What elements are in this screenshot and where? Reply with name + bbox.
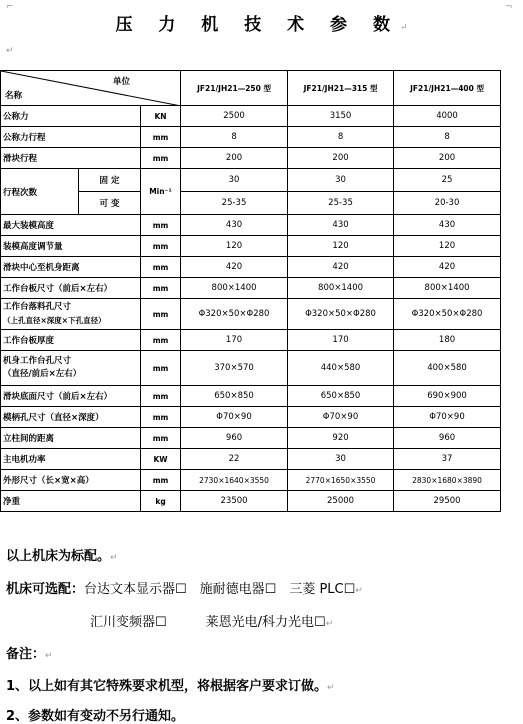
param-unit: kg xyxy=(141,491,181,512)
param-value: 8 xyxy=(181,127,288,148)
param-value: 29500 xyxy=(394,491,501,512)
param-value: 22 xyxy=(181,449,288,470)
param-name: 滑块底面尺寸（前后×左右） xyxy=(1,386,141,407)
param-value: 420 xyxy=(288,257,394,278)
model-header: JF21/JH21—250 型 xyxy=(181,71,288,106)
param-unit: mm xyxy=(141,215,181,236)
param-value: 25000 xyxy=(288,491,394,512)
page-corner-mark: ¬ xyxy=(505,2,513,12)
param-name: 最大装模高度 xyxy=(1,215,141,236)
param-name: 主电机功率 xyxy=(1,449,141,470)
param-name: 工作台板厚度 xyxy=(1,330,141,351)
sub-label-variable: 可 变 xyxy=(79,192,141,215)
param-value: 960 xyxy=(181,428,288,449)
param-value: 960 xyxy=(394,428,501,449)
param-unit: mm xyxy=(141,407,181,428)
param-value: 30 xyxy=(181,169,288,192)
param-value: 370×570 xyxy=(181,351,288,386)
remark-label: 备注：↵ xyxy=(6,647,53,662)
param-unit: KW xyxy=(141,449,181,470)
param-value: 8 xyxy=(394,127,501,148)
unit-header-label: 单位 xyxy=(113,77,131,87)
table-row xyxy=(1,127,501,148)
param-value: Φ320×50×Φ280 xyxy=(394,299,501,330)
param-value: Φ70×90 xyxy=(181,407,288,428)
table-row xyxy=(1,278,501,299)
param-value: Φ70×90 xyxy=(394,407,501,428)
param-value: 800×1400 xyxy=(288,278,394,299)
param-name-line: （上孔直径×深度×下孔直径） xyxy=(3,315,106,325)
param-unit: mm xyxy=(141,470,181,491)
param-value: 2770×1650×3550 xyxy=(288,470,394,491)
param-unit: KN xyxy=(141,106,181,127)
paragraph-mark: ↵ xyxy=(6,46,14,56)
param-value: 180 xyxy=(394,330,501,351)
table-row xyxy=(1,491,501,512)
param-value: 30 xyxy=(288,169,394,192)
param-value: 420 xyxy=(394,257,501,278)
param-value: 400×580 xyxy=(394,351,501,386)
param-value: 650×850 xyxy=(288,386,394,407)
param-value: 2730×1640×3550 xyxy=(181,470,288,491)
param-value: 440×580 xyxy=(288,351,394,386)
table-row xyxy=(1,470,501,491)
param-unit: mm xyxy=(141,351,181,386)
name-header-label: 名称 xyxy=(5,91,23,101)
table-row xyxy=(1,407,501,428)
table-row xyxy=(1,449,501,470)
param-value: 23500 xyxy=(181,491,288,512)
table-row xyxy=(1,386,501,407)
table-row xyxy=(1,330,501,351)
param-name: 净重 xyxy=(1,491,141,512)
param-value: 120 xyxy=(181,236,288,257)
param-value: 25-35 xyxy=(288,192,394,215)
param-value: 200 xyxy=(181,148,288,169)
param-value: 120 xyxy=(288,236,394,257)
param-value: 120 xyxy=(394,236,501,257)
param-name-line: 工作台落料孔尺寸 xyxy=(3,301,72,312)
param-value: 4000 xyxy=(394,106,501,127)
param-unit: mm xyxy=(141,278,181,299)
param-name xyxy=(1,299,141,330)
header-corner-cell xyxy=(1,71,181,106)
param-value: 25 xyxy=(394,169,501,192)
table-row xyxy=(1,428,501,449)
param-value: 650×850 xyxy=(181,386,288,407)
param-value: Φ70×90 xyxy=(288,407,394,428)
param-name: 立柱间的距离 xyxy=(1,428,141,449)
param-value: 690×900 xyxy=(394,386,501,407)
param-name: 行程次数 xyxy=(1,169,79,215)
param-value: Φ320×50×Φ280 xyxy=(181,299,288,330)
param-value: 170 xyxy=(288,330,394,351)
param-name: 公称力 xyxy=(1,106,141,127)
note-item: 2、参数如有变动不另行通知。 xyxy=(6,709,185,724)
param-value: 800×1400 xyxy=(394,278,501,299)
page-title: 压 力 机 技 术 参 数↵ xyxy=(115,15,408,35)
diagonal-line xyxy=(1,71,181,106)
param-unit: Min⁻¹ xyxy=(141,169,181,215)
param-value: 800×1400 xyxy=(181,278,288,299)
table-row xyxy=(1,257,501,278)
param-name: 模柄孔尺寸（直径×深度） xyxy=(1,407,141,428)
table-row xyxy=(1,351,501,386)
param-value: Φ320×50×Φ280 xyxy=(288,299,394,330)
param-value: 30 xyxy=(288,449,394,470)
page-corner-mark: ⌐ xyxy=(6,2,14,12)
param-unit: mm xyxy=(141,257,181,278)
param-name: 工作台板尺寸（前后×左右） xyxy=(1,278,141,299)
param-value: 430 xyxy=(181,215,288,236)
table-row xyxy=(1,215,501,236)
standard-config-note: 以上机床为标配。↵ xyxy=(6,549,118,564)
spec-table xyxy=(0,70,501,512)
param-name xyxy=(1,351,141,386)
param-value: 37 xyxy=(394,449,501,470)
param-value: 3150 xyxy=(288,106,394,127)
options-line: 汇川变频器☐ 莱恩光电/科力光电☐↵ xyxy=(90,615,334,630)
param-unit: mm xyxy=(141,148,181,169)
param-name: 滑块行程 xyxy=(1,148,141,169)
table-row xyxy=(1,299,501,330)
param-value: 8 xyxy=(288,127,394,148)
param-name-line: （直径/前后×左右） xyxy=(3,369,82,379)
model-header: JF21/JH21—400 型 xyxy=(394,71,501,106)
table-row xyxy=(1,106,501,127)
table-row xyxy=(1,236,501,257)
param-value: 430 xyxy=(288,215,394,236)
param-unit: mm xyxy=(141,299,181,330)
param-unit: mm xyxy=(141,236,181,257)
param-unit: mm xyxy=(141,127,181,148)
param-value: 430 xyxy=(394,215,501,236)
param-unit: mm xyxy=(141,386,181,407)
note-item: 1、以上如有其它特殊要求机型，将根据客户要求订做。↵ xyxy=(6,679,335,694)
table-row xyxy=(1,148,501,169)
param-name-line: 机身工作台孔尺寸 xyxy=(3,356,72,366)
param-value: 25-35 xyxy=(181,192,288,215)
options-line: 机床可选配：台达文本显示器☐ 施耐德电器☐ 三菱 PLC☐↵ xyxy=(6,582,363,597)
param-name: 公称力行程 xyxy=(1,127,141,148)
param-unit: mm xyxy=(141,428,181,449)
param-value: 420 xyxy=(181,257,288,278)
sub-label-fixed: 固 定 xyxy=(79,169,141,192)
param-value: 200 xyxy=(288,148,394,169)
table-header-row xyxy=(1,71,501,106)
param-name: 滑块中心至机身距离 xyxy=(1,257,141,278)
param-value: 920 xyxy=(288,428,394,449)
param-name: 装模高度调节量 xyxy=(1,236,141,257)
param-value: 170 xyxy=(181,330,288,351)
table-row xyxy=(1,169,501,192)
param-name: 外形尺寸（长×宽×高） xyxy=(1,470,141,491)
param-unit: mm xyxy=(141,330,181,351)
param-value: 200 xyxy=(394,148,501,169)
model-header: JF21/JH21—315 型 xyxy=(288,71,394,106)
param-value: 20-30 xyxy=(394,192,501,215)
param-value: 2500 xyxy=(181,106,288,127)
param-value: 2830×1680×3890 xyxy=(394,470,501,491)
